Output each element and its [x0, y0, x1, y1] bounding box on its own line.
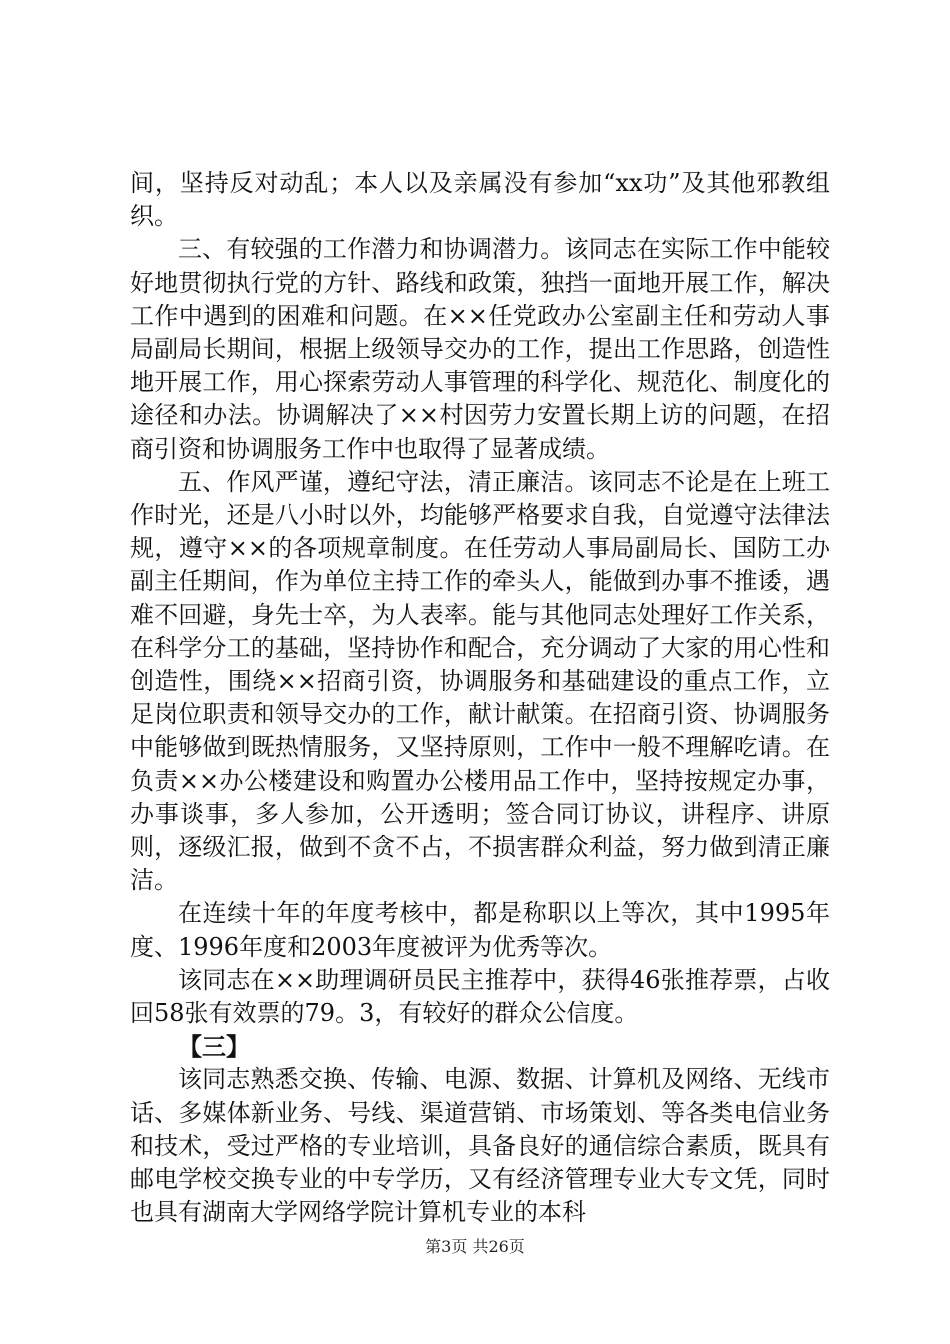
paragraph-2: 三、有较强的工作潜力和协调潜力。该同志在实际工作中能较好地贯彻执行党的方针、路线和政策，独挡一面地开展工作，解决工作中遇到的困难和问题。在××任党政办公室副主任和劳动人事局副局长期间，根据上级领导交办的工作，提出工作思路，创造性地开展工作，用心探索劳动人事管理的科学化、规范化、制度化的途径和办法。协调解决了××村因劳力安置长期上访的问题，在招商引资和协调服务工作中也取得了显著成绩。: [130, 235, 830, 463]
paragraph-5: 该同志在××助理调研员民主推荐中，获得46张推荐票，占收回58张有效票的79。3，有较好的群众公信度。: [130, 965, 830, 1028]
document-body: [130, 167, 830, 1230]
paragraph-4: 在连续十年的年度考核中，都是称职以上等次，其中1995年度、1996年度和2003年度被评为优秀等次。: [130, 899, 830, 961]
paragraph-3: 五、作风严谨，遵纪守法，清正廉洁。该同志不论是在上班工作时光，还是八小时以外，均能够严格要求自我，自觉遵守法律法规，遵守××的各项规章制度。在任劳动人事局副局长、国防工办副主任期间，作为单位主持工作的牵头人，能做到办事不推诿，遇难不回避，身先士卒，为人表率。能与其他同志处理好工作关系，在科学分工的基础，坚持协作和配合，充分调动了大家的用心性和创造性，围绕××招商引资，协调服务和基础建设的重点工作，立足岗位职责和领导交办的工作，献计献策。在招商引资、协调服务中能够做到既热情服务，又坚持原则，工作中一般不理解吃请。在负责××办公楼建设和购置办公楼用品工作中，坚持按规定办事，办事谈事，多人参加，公开透明；签合同订协议，讲程序、讲原则，逐级汇报，做到不贪不占，不损害群众利益，努力做到清正廉洁。: [130, 467, 830, 895]
page-footer: 第3页 共26页: [425, 1237, 525, 1256]
section-paragraph: 该同志熟悉交换、传输、电源、数据、计算机及网络、无线市话、多媒体新业务、号线、渠道营销、市场策划、等各类电信业务和技术，受过严格的专业培训，具备良好的通信综合素质，既具有邮电学校交换专业的中专学历，又有经济管理专业大专文凭，同时也具有湖南大学网络学院计算机专业的本科: [130, 1065, 830, 1227]
section-heading: 【三】: [178, 1032, 250, 1062]
paragraph-1: 间，坚持反对动乱；本人以及亲属没有参加“xx功”及其他邪教组织。: [130, 169, 830, 231]
